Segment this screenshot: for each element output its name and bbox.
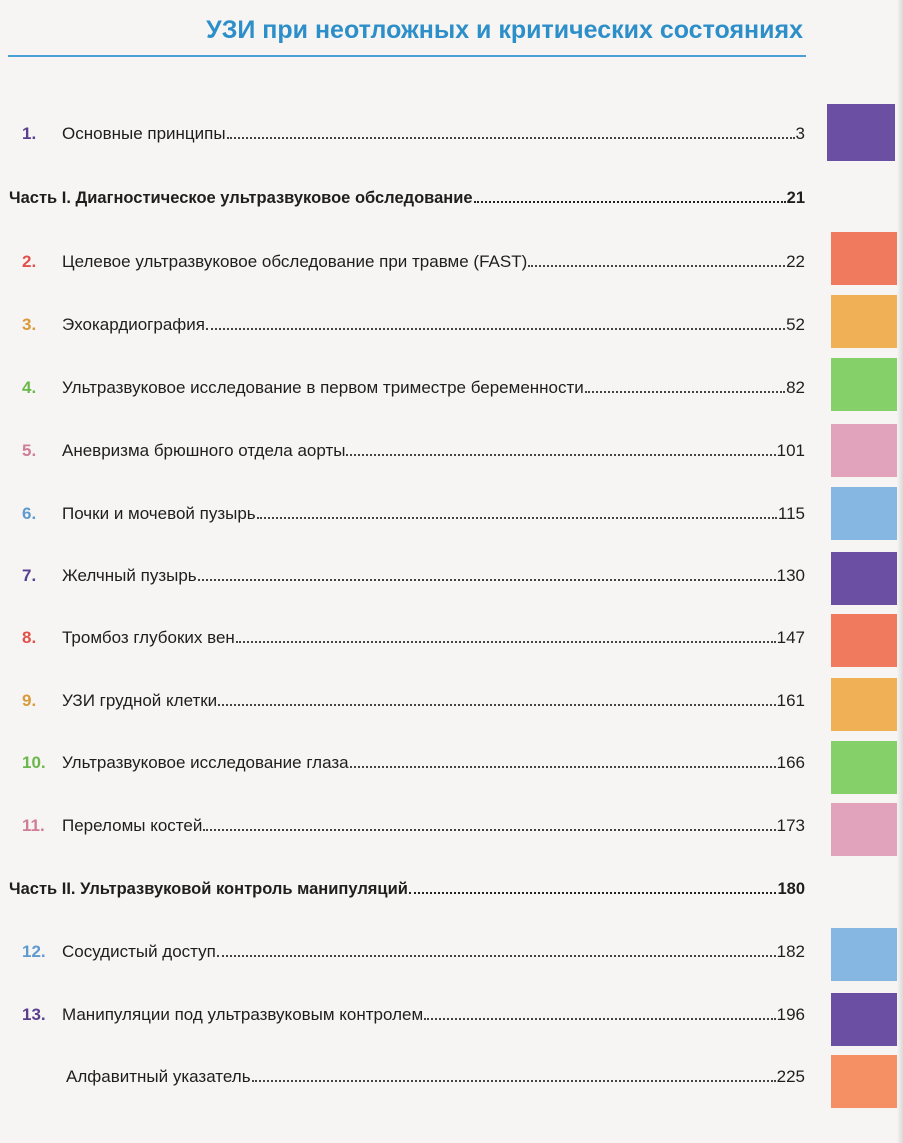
chapter-number: 8.: [22, 628, 37, 647]
page-number: 161: [776, 691, 805, 710]
chapter-number: 4.: [22, 378, 37, 397]
toc-entry-title: Целевое ультразвуковое обследование при травме (FAST): [62, 252, 528, 271]
dot-leader: [346, 453, 775, 456]
toc-entry-title: Сосудистый доступ: [62, 942, 216, 961]
dot-leader: [206, 327, 785, 330]
toc-entry-title: Почки и мочевой пузырь: [62, 504, 256, 523]
section-tab[interactable]: [831, 232, 899, 285]
toc-chapter-row[interactable]: [0, 562, 805, 586]
toc-chapter-row[interactable]: [0, 938, 805, 962]
toc-entry-title: Ультразвуковое исследование в первом триместре беременности: [62, 378, 584, 397]
page-number: 180: [777, 880, 805, 898]
chapter-number: 6.: [22, 504, 37, 523]
toc-chapter-row[interactable]: [0, 248, 805, 272]
page-number: 82: [786, 378, 805, 397]
toc-chapter-row[interactable]: [0, 500, 805, 524]
page-number: 22: [786, 252, 805, 271]
section-tab[interactable]: [831, 424, 899, 477]
dot-leader: [252, 1079, 776, 1082]
toc-chapter-row[interactable]: [0, 687, 805, 711]
toc-part-row[interactable]: [0, 875, 805, 899]
page-number: 52: [786, 315, 805, 334]
section-tab[interactable]: [831, 358, 899, 411]
chapter-number: 12.: [22, 942, 46, 961]
dot-leader: [198, 578, 776, 581]
chapter-number: 5.: [22, 441, 37, 460]
dot-leader: [585, 390, 785, 393]
dot-leader: [257, 516, 777, 519]
chapter-number: 13.: [22, 1005, 46, 1024]
toc-chapter-row[interactable]: [0, 624, 805, 648]
dot-leader: [227, 136, 795, 139]
dot-leader: [203, 828, 775, 831]
toc-index-row[interactable]: [0, 1063, 805, 1087]
chapter-number: 9.: [22, 691, 37, 710]
toc-chapter-row[interactable]: [0, 311, 805, 335]
page-number: 173: [776, 816, 805, 835]
page-number: 101: [776, 441, 805, 460]
toc-entry-title: Манипуляции под ультразвуковым контролем: [62, 1005, 424, 1024]
dot-leader: [474, 200, 786, 203]
toc-entry-title: Переломы костей: [62, 816, 203, 835]
page-number: 147: [776, 628, 805, 647]
section-tab[interactable]: [827, 104, 895, 161]
section-tab[interactable]: [831, 928, 899, 981]
dot-leader: [424, 1017, 775, 1020]
dot-leader: [236, 640, 776, 643]
section-tab[interactable]: [831, 295, 899, 348]
chapter-number: 2.: [22, 252, 37, 271]
toc-entry-title: Желчный пузырь: [62, 566, 197, 585]
toc-chapter-row[interactable]: [0, 374, 805, 398]
section-tab[interactable]: [831, 614, 899, 667]
dot-leader: [350, 765, 776, 768]
toc-entry-title: Часть I. Диагностическое ультразвуковое обследование: [9, 189, 473, 207]
page-number: 115: [777, 504, 805, 523]
page-number: 130: [776, 566, 805, 585]
toc-part-row[interactable]: [0, 184, 805, 208]
chapter-number: 7.: [22, 566, 37, 585]
section-tab[interactable]: [831, 741, 899, 794]
page-number: 3: [795, 124, 805, 143]
toc-chapter-row[interactable]: [0, 1001, 805, 1025]
page-number: 225: [776, 1067, 805, 1086]
page-number: 166: [776, 753, 805, 772]
chapter-number: 1.: [22, 124, 37, 143]
chapter-number: 10.: [22, 753, 46, 772]
dot-leader: [528, 264, 785, 267]
section-tab[interactable]: [831, 552, 899, 605]
page-number: 196: [776, 1005, 805, 1024]
section-tab[interactable]: [831, 993, 899, 1046]
toc-entry-title: Тромбоз глубоких вен: [62, 628, 235, 647]
toc-entry-title: Основные принципы: [62, 124, 226, 143]
toc-entry-title: Аневризма брюшного отдела аорты: [62, 441, 346, 460]
section-tab[interactable]: [831, 487, 899, 540]
section-tab[interactable]: [831, 1055, 899, 1108]
dot-leader: [217, 954, 776, 957]
toc-chapter-row[interactable]: [0, 749, 805, 773]
dot-leader: [409, 891, 777, 894]
toc-entry-title: Часть II. Ультразвуковой контроль манипуляций: [9, 880, 408, 898]
toc-chapter-row[interactable]: [0, 812, 805, 836]
toc-entry-title: УЗИ грудной клетки: [62, 691, 218, 710]
toc-entry-title: Эхокардиография: [62, 315, 205, 334]
dot-leader: [218, 703, 775, 706]
page-number: 21: [786, 189, 805, 207]
page-number: 182: [776, 942, 805, 961]
toc-chapter-row[interactable]: [0, 437, 805, 461]
page-edge-shadow: [897, 0, 903, 1143]
section-tab[interactable]: [831, 678, 899, 731]
toc-entry-title: Алфавитный указатель: [66, 1067, 251, 1086]
toc-entry-title: Ультразвуковое исследование глаза: [62, 753, 349, 772]
chapter-number: 11.: [22, 816, 45, 835]
book-title: УЗИ при неотложных и критических состояниях: [206, 16, 803, 44]
section-tab[interactable]: [831, 803, 899, 856]
chapter-number: 3.: [22, 315, 37, 334]
toc-chapter-row[interactable]: [0, 120, 805, 144]
